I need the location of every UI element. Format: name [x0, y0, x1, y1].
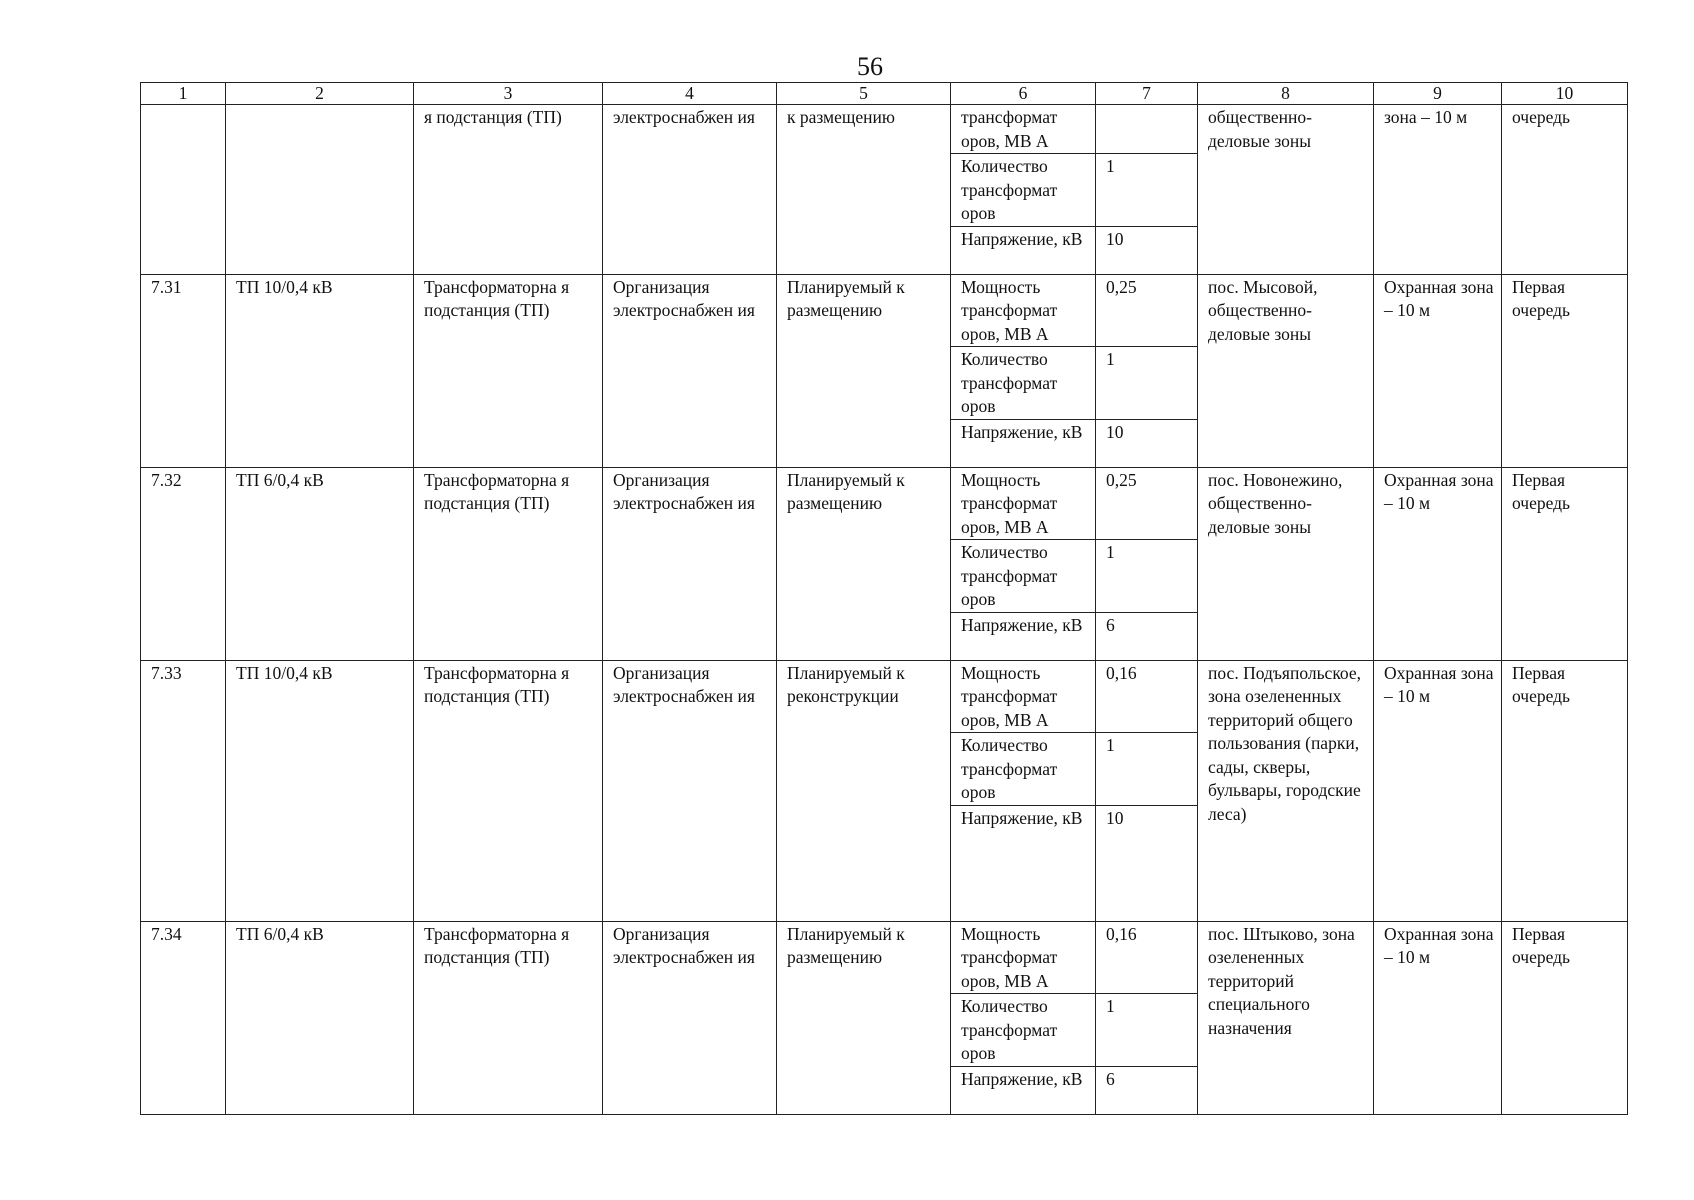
protection-zone-cell: зона – 10 м — [1374, 105, 1502, 275]
parameter-value-cell: 1 — [1096, 347, 1198, 420]
header-cell: 2 — [226, 83, 414, 105]
queue-cell: Первая очередь — [1502, 274, 1628, 467]
table-row — [141, 105, 1628, 154]
purpose-cell: Организация электроснабжен ия — [603, 660, 777, 921]
row-number-cell: 7.32 — [141, 467, 226, 660]
parameter-value-cell: 0,16 — [1096, 660, 1198, 733]
object-type-cell: Трансформаторна я подстанция (ТП) — [414, 921, 603, 1114]
parameter-value-cell: 1 — [1096, 994, 1198, 1067]
row-number-cell: 7.31 — [141, 274, 226, 467]
table-row — [141, 660, 1628, 733]
parameter-label-cell: Напряжение, кВ — [951, 805, 1096, 921]
page-number: 56 — [857, 52, 883, 81]
purpose-cell: Организация электроснабжен ия — [603, 274, 777, 467]
parameter-label-cell: Напряжение, кВ — [951, 226, 1096, 274]
parameter-value-cell: 1 — [1096, 540, 1198, 613]
substations-table — [140, 82, 1628, 1115]
parameter-label-cell: Мощность трансформат оров, МВ А — [951, 660, 1096, 733]
purpose-cell: Организация электроснабжен ия — [603, 921, 777, 1114]
table-row — [141, 467, 1628, 540]
parameter-label-cell: Количество трансформат оров — [951, 540, 1096, 613]
row-number-cell — [141, 105, 226, 275]
parameter-label-cell: Мощность трансформат оров, МВ А — [951, 274, 1096, 347]
row-number-cell: 7.33 — [141, 660, 226, 921]
object-type-cell: я подстанция (ТП) — [414, 105, 603, 275]
header-cell: 1 — [141, 83, 226, 105]
queue-cell: Первая очередь — [1502, 467, 1628, 660]
purpose-cell: Организация электроснабжен ия — [603, 467, 777, 660]
parameter-value-cell: 10 — [1096, 805, 1198, 921]
status-cell: Планируемый к размещению — [777, 274, 951, 467]
object-name-cell — [226, 105, 414, 275]
protection-zone-cell: Охранная зона – 10 м — [1374, 921, 1502, 1114]
parameter-label-cell: Напряжение, кВ — [951, 419, 1096, 467]
location-cell: пос. Мысовой, общественно-деловые зоны — [1198, 274, 1374, 467]
parameter-label-cell: Количество трансформат оров — [951, 994, 1096, 1067]
parameter-value-cell: 6 — [1096, 1066, 1198, 1114]
queue-cell: Первая очередь — [1502, 921, 1628, 1114]
status-cell: Планируемый к размещению — [777, 921, 951, 1114]
parameter-value-cell: 6 — [1096, 612, 1198, 660]
queue-cell: очередь — [1502, 105, 1628, 275]
header-cell: 5 — [777, 83, 951, 105]
header-cell: 3 — [414, 83, 603, 105]
header-cell: 6 — [951, 83, 1096, 105]
parameter-value-cell: 10 — [1096, 419, 1198, 467]
object-name-cell: ТП 6/0,4 кВ — [226, 467, 414, 660]
header-cell: 7 — [1096, 83, 1198, 105]
location-cell: пос. Новонежино, общественно-деловые зоны — [1198, 467, 1374, 660]
location-cell: пос. Подъяпольское, зона озелененных территорий общего пользования (парки, сады, скверы, бульвары, городские леса) — [1198, 660, 1374, 921]
parameter-value-cell: 1 — [1096, 733, 1198, 806]
parameter-label-cell: Напряжение, кВ — [951, 1066, 1096, 1114]
status-cell: к размещению — [777, 105, 951, 275]
object-type-cell: Трансформаторна я подстанция (ТП) — [414, 274, 603, 467]
queue-cell: Первая очередь — [1502, 660, 1628, 921]
protection-zone-cell: Охранная зона – 10 м — [1374, 274, 1502, 467]
parameter-label-cell: Количество трансформат оров — [951, 154, 1096, 227]
object-name-cell: ТП 6/0,4 кВ — [226, 921, 414, 1114]
parameter-label-cell: Мощность трансформат оров, МВ А — [951, 467, 1096, 540]
purpose-cell: электроснабжен ия — [603, 105, 777, 275]
row-number-cell: 7.34 — [141, 921, 226, 1114]
parameter-value-cell: 1 — [1096, 154, 1198, 227]
header-cell: 4 — [603, 83, 777, 105]
parameter-value-cell: 0,16 — [1096, 921, 1198, 994]
object-name-cell: ТП 10/0,4 кВ — [226, 660, 414, 921]
table-row — [141, 274, 1628, 347]
parameter-value-cell: 10 — [1096, 226, 1198, 274]
protection-zone-cell: Охранная зона – 10 м — [1374, 467, 1502, 660]
parameter-label-cell: Напряжение, кВ — [951, 612, 1096, 660]
table-row — [141, 921, 1628, 994]
status-cell: Планируемый к реконструкции — [777, 660, 951, 921]
parameter-label-cell: Количество трансформат оров — [951, 733, 1096, 806]
object-type-cell: Трансформаторна я подстанция (ТП) — [414, 467, 603, 660]
location-cell: общественно-деловые зоны — [1198, 105, 1374, 275]
object-name-cell: ТП 10/0,4 кВ — [226, 274, 414, 467]
header-cell: 8 — [1198, 83, 1374, 105]
location-cell: пос. Штыково, зона озелененных территорий специального назначения — [1198, 921, 1374, 1114]
parameter-label-cell: Количество трансформат оров — [951, 347, 1096, 420]
header-row — [141, 83, 1628, 105]
parameter-value-cell: 0,25 — [1096, 274, 1198, 347]
header-cell: 9 — [1374, 83, 1502, 105]
header-cell: 10 — [1502, 83, 1628, 105]
parameter-label-cell: Мощность трансформат оров, МВ А — [951, 921, 1096, 994]
parameter-value-cell: 0,25 — [1096, 467, 1198, 540]
parameter-label-cell: трансформат оров, МВ А — [951, 105, 1096, 154]
object-type-cell: Трансформаторна я подстанция (ТП) — [414, 660, 603, 921]
parameter-value-cell — [1096, 105, 1198, 154]
protection-zone-cell: Охранная зона – 10 м — [1374, 660, 1502, 921]
status-cell: Планируемый к размещению — [777, 467, 951, 660]
